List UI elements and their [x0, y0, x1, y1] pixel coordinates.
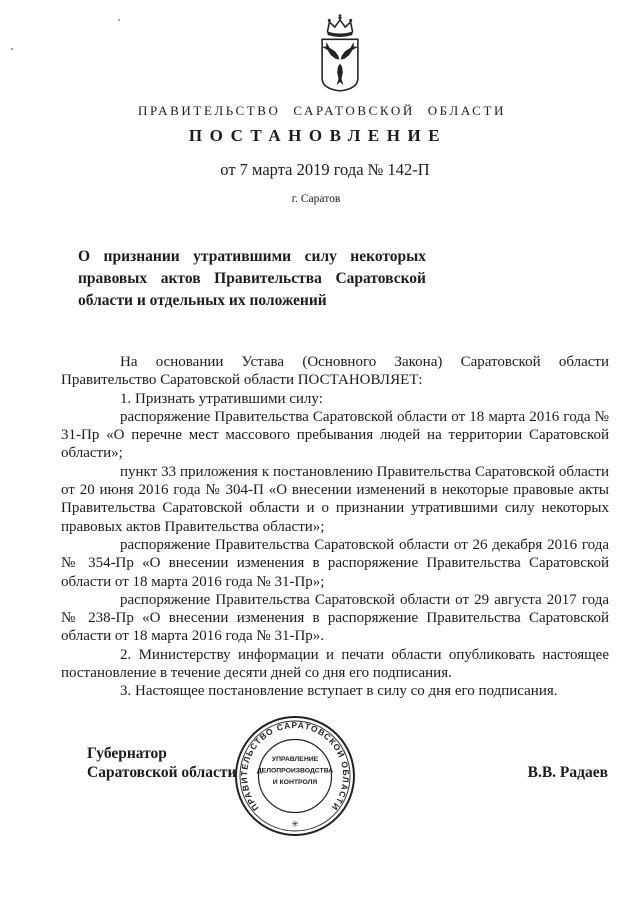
- body-paragraph: На основании Устава (Основного Закона) Саратовской области Правительство Саратовской области ПОСТАНОВЛЯЕТ:: [61, 354, 609, 389]
- stamp-center-line: УПРАВЛЕНИЕ: [271, 756, 319, 763]
- body-paragraph: 1. Признать утратившими силу:: [120, 390, 323, 407]
- signatory-position-line2: Саратовской области: [87, 763, 237, 781]
- scan-noise-dot: [118, 19, 120, 21]
- stamp-star-icon: ✳: [291, 820, 299, 830]
- body-paragraph: пункт 33 приложения к постановлению Правительства Саратовской области от 20 июня 2016 года № 304-П «О внесении изменений в некоторые правовые акты Правительства Саратовской области и о признании утратившими силу некоторых правовых актов Правительства области»;: [61, 463, 609, 535]
- body-paragraph: 3. Настоящее постановление вступает в силу со дня его подписания.: [120, 683, 558, 700]
- place-line: г. Саратов: [291, 193, 341, 205]
- body-paragraph: распоряжение Правительства Саратовской области от 29 августа 2017 года № 238-Пр «О внесении изменения в распоряжение Правительства Саратовской области от 18 марта 2016 года № 31-Пр».: [61, 591, 609, 645]
- date-number-line: от 7 марта 2019 года № 142-П: [220, 160, 430, 179]
- official-round-stamp: [233, 714, 357, 838]
- body-paragraph: распоряжение Правительства Саратовской области от 18 марта 2016 года № 31-Пр «О перечне мест массового пребывания людей на территории Саратовской области»;: [61, 408, 609, 462]
- signatory-name: В.В. Радаев: [527, 764, 608, 781]
- body-paragraph: распоряжение Правительства Саратовской области от 26 декабря 2016 года № 354-Пр «О внесении изменения в распоряжение Правительства Саратовской области от 18 марта 2016 года № 31-Пр»;: [61, 536, 609, 590]
- stamp-center-line: ДЕЛОПРОИЗВОДСТВА: [256, 767, 334, 775]
- document-type-heading: ПОСТАНОВЛЕНИЕ: [188, 126, 448, 145]
- stamp-ring-text: ПРАВИТЕЛЬСТВО САРАТОВСКОЙ ОБЛАСТИ: [238, 719, 352, 813]
- org-name-line: ПРАВИТЕЛЬСТВО САРАТОВСКОЙ ОБЛАСТИ: [138, 103, 506, 118]
- signatory-position: [87, 745, 236, 782]
- document-title: О признании утратившими силу некоторых правовых актов Правительства Саратовской области и отдельных их положений: [78, 248, 426, 309]
- saratov-coat-of-arms-icon: [314, 13, 366, 93]
- signatory-position-line1: Губернатор: [87, 745, 167, 762]
- stamp-center-line: И КОНТРОЛЯ: [272, 779, 318, 786]
- document-body: [61, 353, 609, 701]
- scan-noise-dot: [11, 48, 13, 50]
- body-paragraph: 2. Министерству информации и печати области опубликовать настоящее постановление в течение десяти дней со дня его подписания.: [61, 646, 609, 682]
